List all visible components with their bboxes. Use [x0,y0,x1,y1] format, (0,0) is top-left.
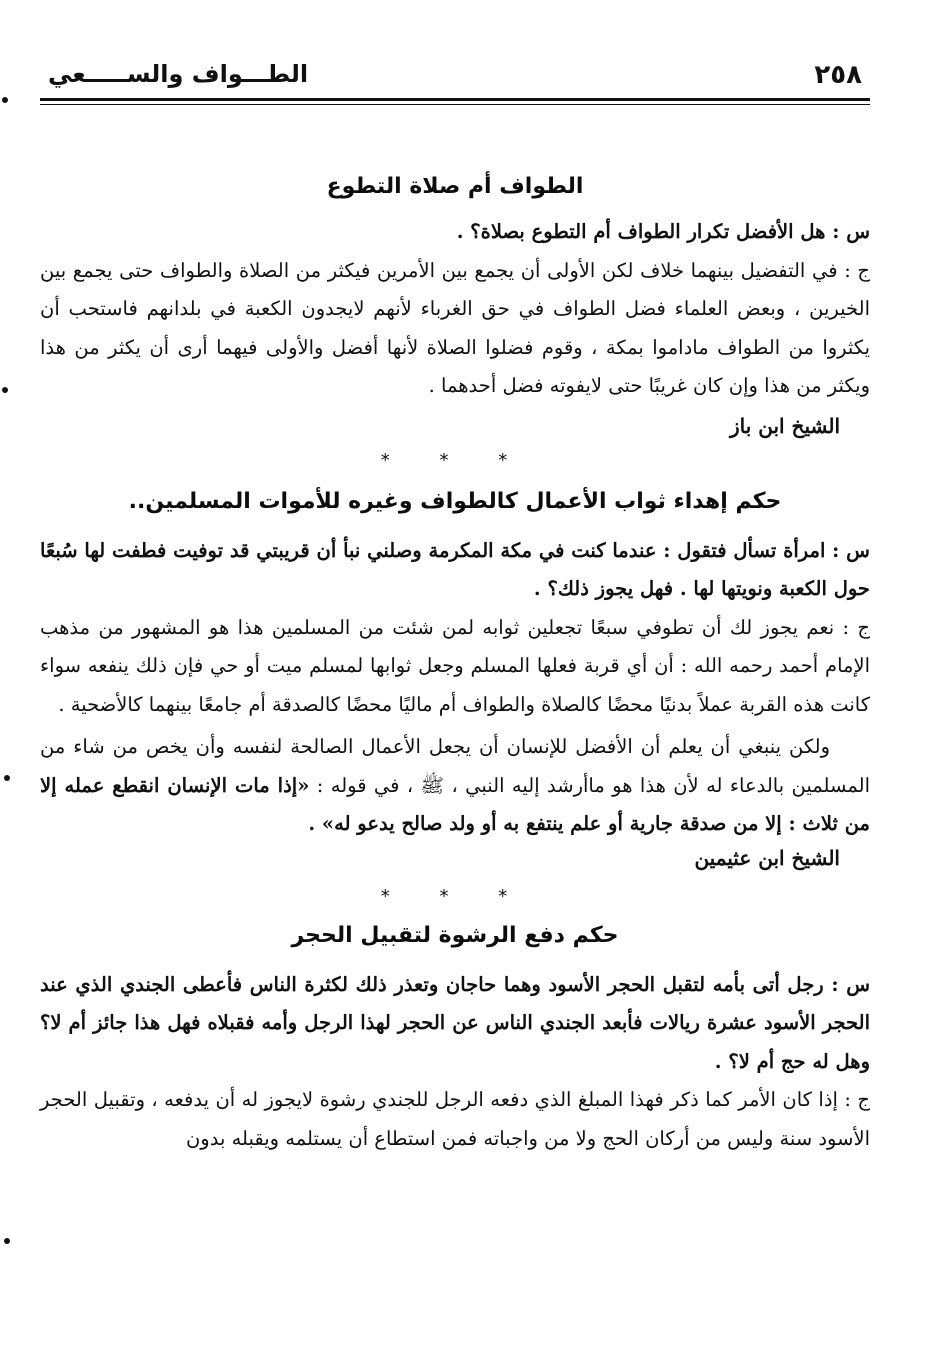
margin-mark [2,387,8,393]
answer-paragraph: ج : إذا كان الأمر كما ذكر فهذا المبلغ الذي دفعه الرجل للجندي رشوة لايجوز له أن يدفعه ، وتقبيل الحجر الأسود سنة وليس من أركان الحج ولا من واجباته فمن استطاع أن يستلمه ويقبله بدون [40,1088,870,1150]
section-separator: * * * [380,885,530,907]
book-page [40,58,870,1348]
hadith-quote: «إذا مات الإنسان انقطع عمله إلا من ثلاث : إلا من صدقة جارية أو علم ينتفع به أو ولد صالح يدعو له» . [40,773,870,835]
margin-mark [2,97,8,103]
running-title: الطـــواف والســـــعي [48,60,309,88]
answer-text: ولكن ينبغي أن يعلم أن الأفضل للإنسان أن يجعل الأعمال الصالحة لنفسه وأن يخص من شاء من المسلمين بالدعاء له لأن هذا هو ماأرشد إليه النبي ، ﷺ ، في قوله : [40,735,871,797]
answer-paragraph-continued [40,728,870,844]
section-heading: حكم دفع الرشوة لتقبيل الحجر [291,922,619,948]
page-header [40,58,870,102]
section-heading: الطواف أم صلاة التطوع [326,174,584,199]
attribution: الشيخ ابن عثيمين [694,845,840,870]
question-paragraph: س : امرأة تسأل فتقول : عندما كنت في مكة المكرمة وصلني نبأ أن قريبتي قد توفيت فطفت لها سُبعًا حول الكعبة ونويتها لها . فهل يجوز ذلك؟ . [40,538,870,600]
question-paragraph: س : هل الأفضل تكرار الطواف أم التطوع بصلاة؟ . [456,220,870,243]
section-separator: * * * [380,449,530,471]
answer-paragraph: ج : في التفضيل بينهما خلاف لكن الأولى أن يجمع بين الأمرين فيكثر من الصلاة والطواف حتى يجمع بين الخيرين ، وبعض العلماء فضل الطواف في حق الغرباء لأنهم لايجدون الكعبة في بلدانهم فاستحب أن يكثروا من الطواف ماداموا بمكة ، وقوم فضلوا الصلاة لأنها أفضل والأولى فيهما أرى أن يكثر من هذا ويكثر من هذا وإن كان غريبًا حتى لايفوته فضل أحدهما . [40,258,870,397]
question-paragraph: س : رجل أتى بأمه لتقبل الحجر الأسود وهما حاجان وتعذر ذلك لكثرة الناس فأعطى الجندي الذي عند الحجر الأسود عشرة ريالات فأبعد الجندي الناس عن الحجر لهذا الرجل وأمه فقبلاه فهل هذا جائز أم لا؟ وهل له حج أم لا؟ . [40,972,870,1073]
section-heading: حكم إهداء ثواب الأعمال كالطواف وغيره للأموات المسلمين.. [128,488,782,514]
header-rule-thin [40,104,870,105]
margin-mark [4,775,10,781]
page-number: ٢٥٨ [814,60,862,90]
attribution: الشيخ ابن باز [729,413,840,438]
header-rule [40,98,870,101]
answer-paragraph: ج : نعم يجوز لك أن تطوفي سبعًا تجعلين ثوابه لمن شئت من المسلمين هذا هو المشهور من مذهب الإمام أحمد رحمه الله : أن أي قربة فعلها المسلم وجعل ثوابها لمسلم ميت أو حي فإن ذلك ينفعه سواء كانت هذه القربة عملاً بدنيًا محضًا كالصلاة والطواف أم ماليًا محضًا كالصدقة أم جامعًا بينهما كالأضحية . [40,615,870,716]
margin-mark [4,1238,10,1244]
